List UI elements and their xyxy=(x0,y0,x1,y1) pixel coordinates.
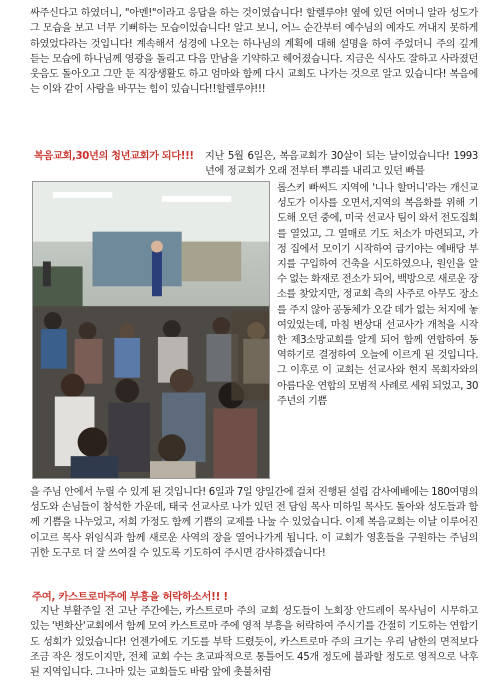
section1-lead xyxy=(197,151,206,162)
section2-paragraph: 지난 부활주일 전 고난 주간에는, 카스트로마 주의 교회 성도들이 노회장 안드레이 목사님이 시무하고 있는 '변화산'교회에서 함께 모여 카스트로마 주에 영적 부흥을 허락하여 주시기를 간절히 기도하는 연합기도 성회가 있었습니다! 언젠가에도 기도를 부탁 드렸듯이, 카스트로마 주의 크기는 우리 남한의 면적보다 조금 작은 정도이지만, 전체 교회 수는 초교파적으로 통틀어도 45개 정도에 불과할 정도로 영적으로 낙후된 지역입니다. 그나마 있는 교회들도 바람 앞에 촛불처럼 xyxy=(30,606,478,679)
section1-heading: 복음교회,30년의 청년교회가 되다!!! xyxy=(34,151,194,162)
section1-bottom-text: 을 주님 안에서 누릴 수 있게 된 것입니다! 6일과 7일 양일간에 걸쳐 진행된 설립 감사예배에는 180여명의 성도와 손님들이 참석한 가운데, 태국 선교사로 나가 있던 전 담임 목사 미하일 목사도 돌아와 성도들과 함께 기쁨을 나누었고, 저희 가정도 함께 기쁨의 교제를 나눌 수 있었습니다. 이제 복음교회는 이날 이루어진 이고르 목사 위임식과 함께 새로운 사역의 장을 열어나가게 됩니다. 이 교회가 영혼들을 구원하는 주님의 귀한 도구로 더 잘 쓰여질 수 있도록 기도하여 주시면 감사하겠습니다! xyxy=(30,487,478,559)
section2-heading: 주여, 카스트로마주에 부흥을 허락하소서!! ! xyxy=(32,591,228,603)
worship-service-photo xyxy=(32,181,270,479)
section1-right-column: 롭스키 빠써드 지역에 '니나 할머니'라는 개신교 성도가 이사를 오면서,지역의 복음화를 위해 기도해 오던 중에, 미국 선교사 팀이 와서 전도집회를 열었고, 그 열매로 기도 처소가 마련되고, 가정 집에서 모이기 시작하여 급기야는 예배당 부지를 구입하여 건축을 시도하였으나, 원인을 알 수 없는 화재로 전소가 되어, 백방으로 새로운 장소를 찾았지만, 정교회 측의 사주로 아무도 장소를 주지 않아 공동체가 오갈 데가 없는 처지에 놓여있었는데, 마침 변상대 선교사가 개척을 시작한 제3소망교회를 알게 되어 함께 연합하여 동역하기로 결정하여 오늘에 이르게 된 것입니다. 그 이후로 이 교회는 선교사와 현지 목회자와의 아름다운 연합의 모범적 사례로 세워 되었고, 30주년의 기쁨 xyxy=(277,183,478,407)
intro-paragraph: 싸주신다고 하였더니, "아멘!"이라고 응답을 하는 것이였습니다! 할렐루야! 옆에 있던 어머니 알라 성도가 그 모습을 보고 너무 기뻐하는 모습이었습니다! 알고 보니, 어느 순간부터 예수님의 예자도 꺼내지 못하게 하였었다라는 것입니다! 계속해서 성경에 나오는 하나님의 계획에 대해 설명을 하여 주었더니 주의 깊게 듣는 모습에 하나님께 영광을 돌리고 다음 만남을 기약하고 헤어졌습니다. 지금은 식사도 잘하고 사라졌던 웃음도 돌아오고 그만 둔 직장생활도 하고 엄마와 함께 다시 교회도 나가는 것으로 알고 있습니다! 복음에는 이와 같이 사람을 바꾸는 힘이 있습니다!!할렐루야!!! xyxy=(30,8,478,96)
section1-lead-text: 지난 5월 6일은, 복음교회가 30살이 되는 날이었습니다! 1993년에 정교회가 오래 전부터 뿌리를 내리고 있던 빠블 xyxy=(205,151,478,178)
church-worship-photo-icon xyxy=(33,182,269,478)
